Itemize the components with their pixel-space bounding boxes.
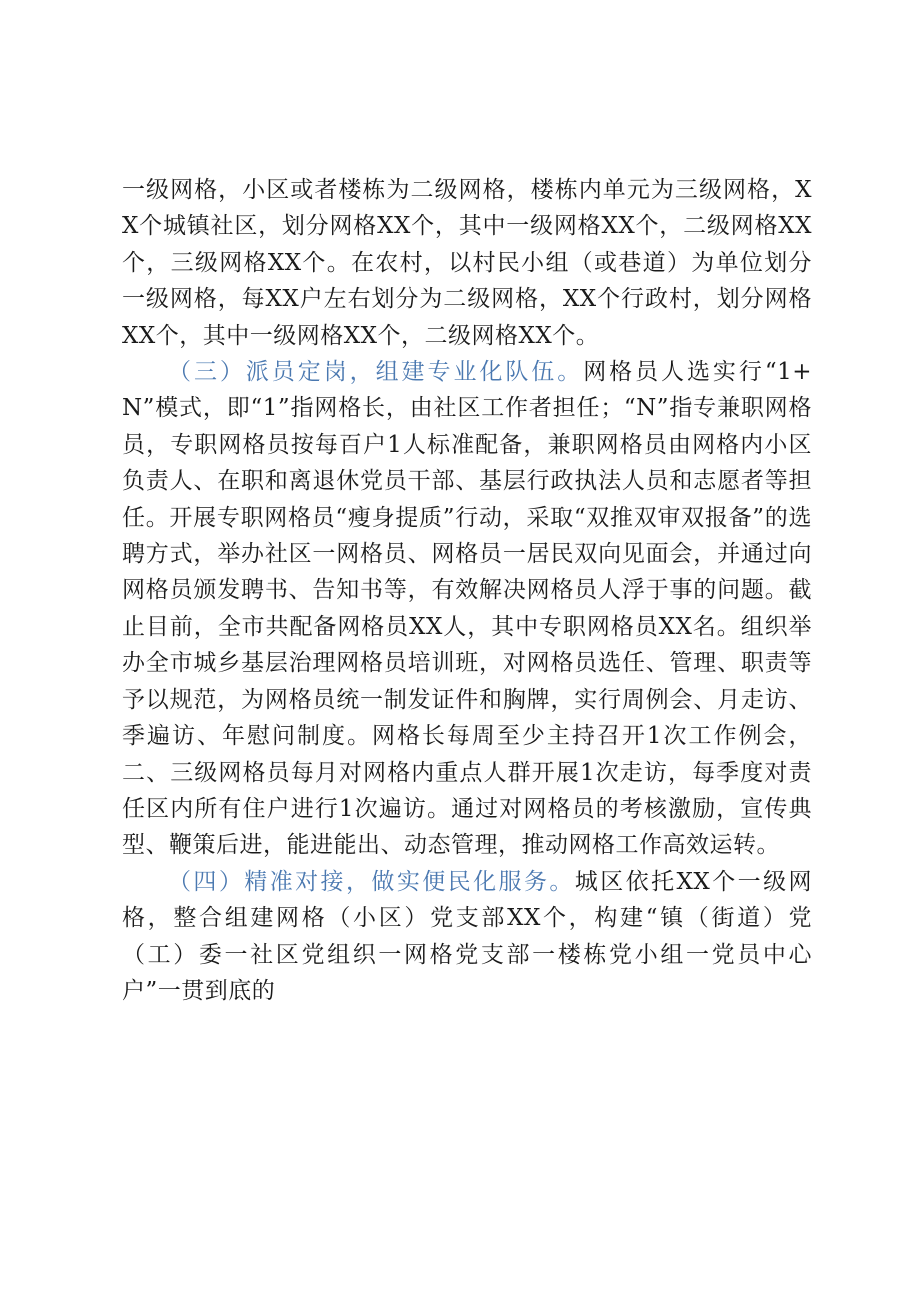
paragraph-body: 一级网格，小区或者楼栋为二级网格，楼栋内单元为三级网格，XX个城镇社区，划分网格XX个，其中一级网格XX个，二级网格XX个，三级网格XX个。在农村，以村民小组（或巷道）为单位划分一级网格，每XX户左右划分为二级网格，XX个行政村，划分网格XX个，其中一级网格XX个，二级网格XX个。 [122, 177, 812, 349]
document-page [122, 172, 812, 1009]
paragraph-section-four [122, 864, 812, 1010]
paragraph-section-three [122, 354, 812, 864]
section-heading: （四）精准对接，做实便民化服务。 [168, 868, 575, 895]
paragraph-body: 网格员人选实行“1+N”模式，即“1”指网格长，由社区工作者担任；“N”指专兼职网格员，专职网格员按每百户1人标准配备，兼职网格员由网格内小区负责人、在职和离退休党员干部、基层行政执法人员和志愿者等担任。开展专职网格员“瘦身提质”行动，采取“双推双审双报备”的选聘方式，举办社区一网格员、网格员一居民双向见面会，并通过向网格员颁发聘书、告知书等，有效解决网格员人浮于事的问题。截止目前，全市共配备网格员XX人，其中专职网格员XX名。组织举办全市城乡基层治理网格员培训班，对网格员选任、管理、职责等予以规范，为网格员统一制发证件和胸牌，实行周例会、月走访、季遍访、年慰问制度。网格长每周至少主持召开1次工作例会，二、三级网格员每月对网格内重点人群开展1次走访，每季度对责任区内所有住户进行1次遍访。通过对网格员的考核激励，宣传典型、鞭策后进，能进能出、动态管理，推动网格工作高效运转。 [122, 359, 812, 859]
paragraph-grid-division [122, 172, 812, 354]
section-heading: （三）派员定岗，组建专业化队伍。 [168, 359, 584, 386]
paragraph-body: 城区依托XX个一级网格，整合组建网格（小区）党支部XX个，构建“镇（街道）党（工）委一社区党组织一网格党支部一楼栋党小组一党员中心户”一贯到底的 [122, 868, 813, 1004]
